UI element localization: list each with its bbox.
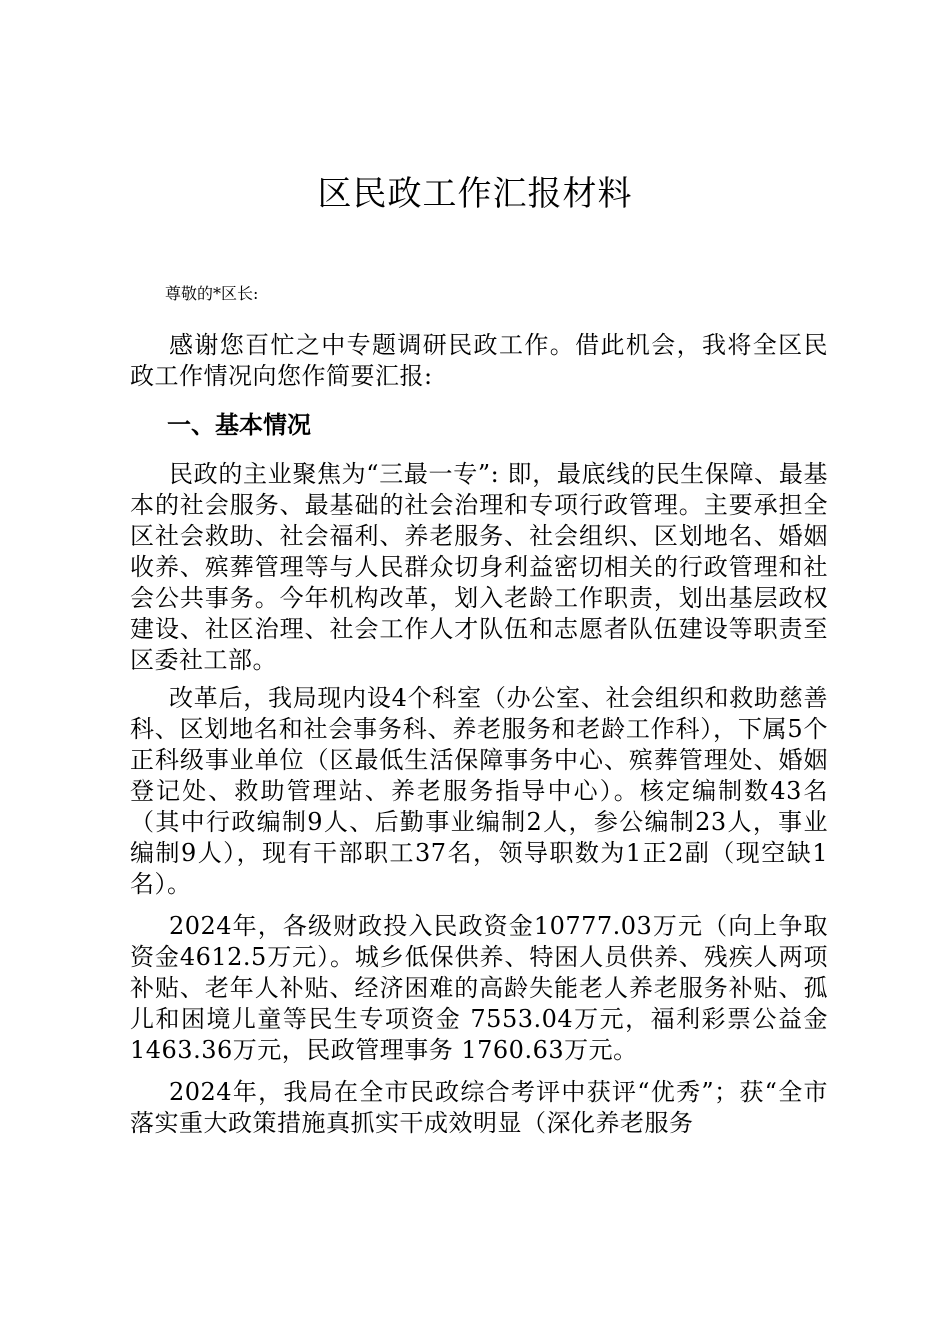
paragraph-duties: 民政的主业聚焦为“三最一专”: 即，最底线的民生保障、最基本的社会服务、最基础的社会治理和专项行政管理。主要承担全区社会救助、社会福利、养老服务、社会组织、区划地名、婚姻收养、殡葬管理等与人民群众切身利益密切相关的行政管理和社会公共事务。今年机构改革，划入老龄工作职责，划出基层政权建设、社区治理、社会工作人才队伍和志愿者队伍建设等职责至区委社工部。 bbox=[130, 460, 828, 674]
paragraph-funding: 2024年，各级财政投入民政资金10777.03万元（向上争取资金4612.5万元）。城乡低保供养、特困人员供养、残疾人两项补贴、老年人补贴、经济困难的高龄失能老人养老服务补贴、孤儿和困境儿童等民生专项资金 7553.04万元，福利彩票公益金 1463.36万元，民政管理事务 1760.63万元。 bbox=[130, 912, 828, 1064]
document-title: 区民政工作汇报材料 bbox=[317, 174, 633, 214]
paragraph-structure: 改革后，我局现内设4个科室（办公室、社会组织和救助慈善科、区划地名和社会事务科、养老服务和老龄工作科），下属5个正科级事业单位（区最低生活保障事务中心、殡葬管理处、婚姻登记处、救助管理站、养老服务指导中心）。核定编制数43名（其中行政编制9人、后勤事业编制2人，参公编制23人，事业编制9人），现有干部职工37名，领导职数为1正2副（现空缺1名）。 bbox=[130, 684, 828, 898]
salutation: 尊敬的*区长: bbox=[165, 284, 259, 303]
section-heading: 一、基本情况 bbox=[167, 411, 311, 439]
paragraph-awards: 2024年，我局在全市民政综合考评中获评“优秀”；获“全市落实重大政策措施真抓实干成效明显（深化养老服务 bbox=[130, 1078, 828, 1137]
intro-paragraph: 感谢您百忙之中专题调研民政工作。借此机会，我将全区民政工作情况向您作简要汇报: bbox=[130, 331, 828, 390]
